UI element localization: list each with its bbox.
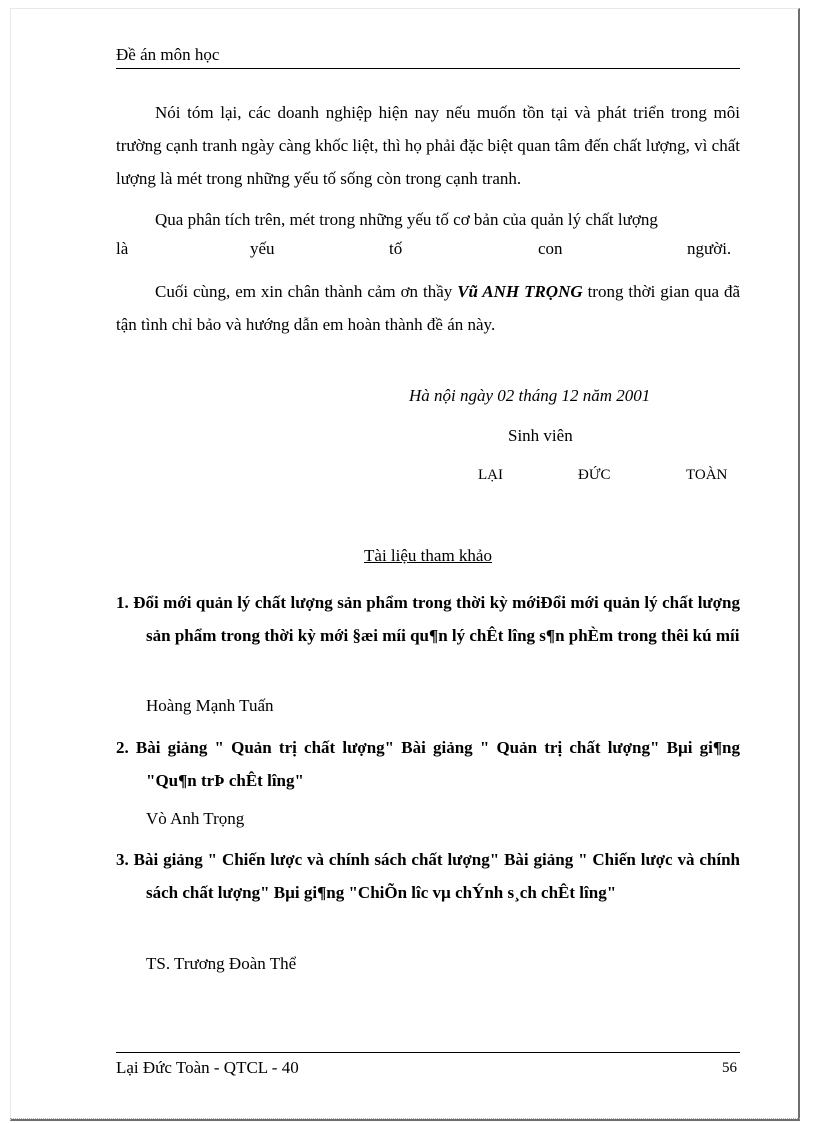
signature-name-part: LẠI	[478, 467, 503, 483]
thanks-text: Cuối cùng, em xin chân thành cảm ơn thầy	[155, 282, 458, 301]
reference-author: TS. Trương Đoàn Thể	[146, 954, 297, 973]
header-title: Đề án môn học	[116, 45, 220, 64]
page-number: 56	[722, 1060, 737, 1076]
word: người.	[687, 239, 732, 258]
reference-item: 3. Bài giảng " Chiến lược và chính sách chất lượng" Bài giảng " Chiến lược và chính sách chất lượng" Bµi gi¶ng "ChiÕn lîc vµ chÝnh s¸ch chÊt lîng"	[116, 850, 740, 902]
thanks-text-end: trong thời gian qua đã tận tình chỉ bảo và hướng dẫn em hoàn thành đề án này.	[116, 282, 740, 334]
paragraph-thanks	[116, 275, 740, 341]
word: là	[116, 239, 129, 258]
reference-item: 2. Bài giảng " Quản trị chất lượng" Bài giảng " Quản trị chất lượng" Bµi gi¶ng "Qu¶n trÞ chÊt lîng"	[116, 738, 740, 790]
reference-author: Vò Anh Trọng	[146, 809, 245, 828]
paragraph-analysis-justified-line	[116, 239, 740, 263]
signature-role: Sinh viên	[508, 426, 573, 445]
header-rule	[116, 68, 740, 69]
footer-rule	[116, 1052, 740, 1053]
signature-name-part: TOÀN	[686, 467, 728, 483]
word: yếu	[250, 239, 275, 258]
signature-date: Hà nội ngày 02 tháng 12 năm 2001	[409, 386, 651, 405]
paragraph-analysis: Qua phân tích trên, mét trong những yếu tố cơ bản của quản lý chất lượng	[155, 210, 658, 229]
word: con	[538, 239, 563, 258]
reference-item: 1. Đổi mới quản lý chất lượng sản phẩm trong thời kỳ mớiĐổi mới quản lý chất lượng sản phẩm trong thời kỳ mới §æi míi qu¶n lý chÊt lîng s¶n phÈm trong thêi kú míi	[116, 593, 740, 645]
paragraph-conclusion: Nói tóm lại, các doanh nghiệp hiện nay nếu muốn tồn tại và phát triển trong môi trường cạnh tranh ngày càng khốc liệt, thì họ phải đặc biệt quan tâm đến chất lượng, vì chất lượng là mét trong những yếu tố sống còn trong cạnh tranh.	[116, 103, 740, 188]
word: tố	[389, 239, 403, 258]
footer-author: Lại Đức Toàn - QTCL - 40	[116, 1058, 299, 1077]
signature-name-part: ĐỨC	[578, 467, 611, 483]
reference-author: Hoàng Mạnh Tuấn	[146, 696, 274, 715]
page-bottom-dotted-border	[10, 1118, 800, 1120]
references-title: Tài liệu tham khảo	[364, 546, 492, 565]
teacher-name: Vũ ANH TRỌNG	[457, 282, 583, 301]
